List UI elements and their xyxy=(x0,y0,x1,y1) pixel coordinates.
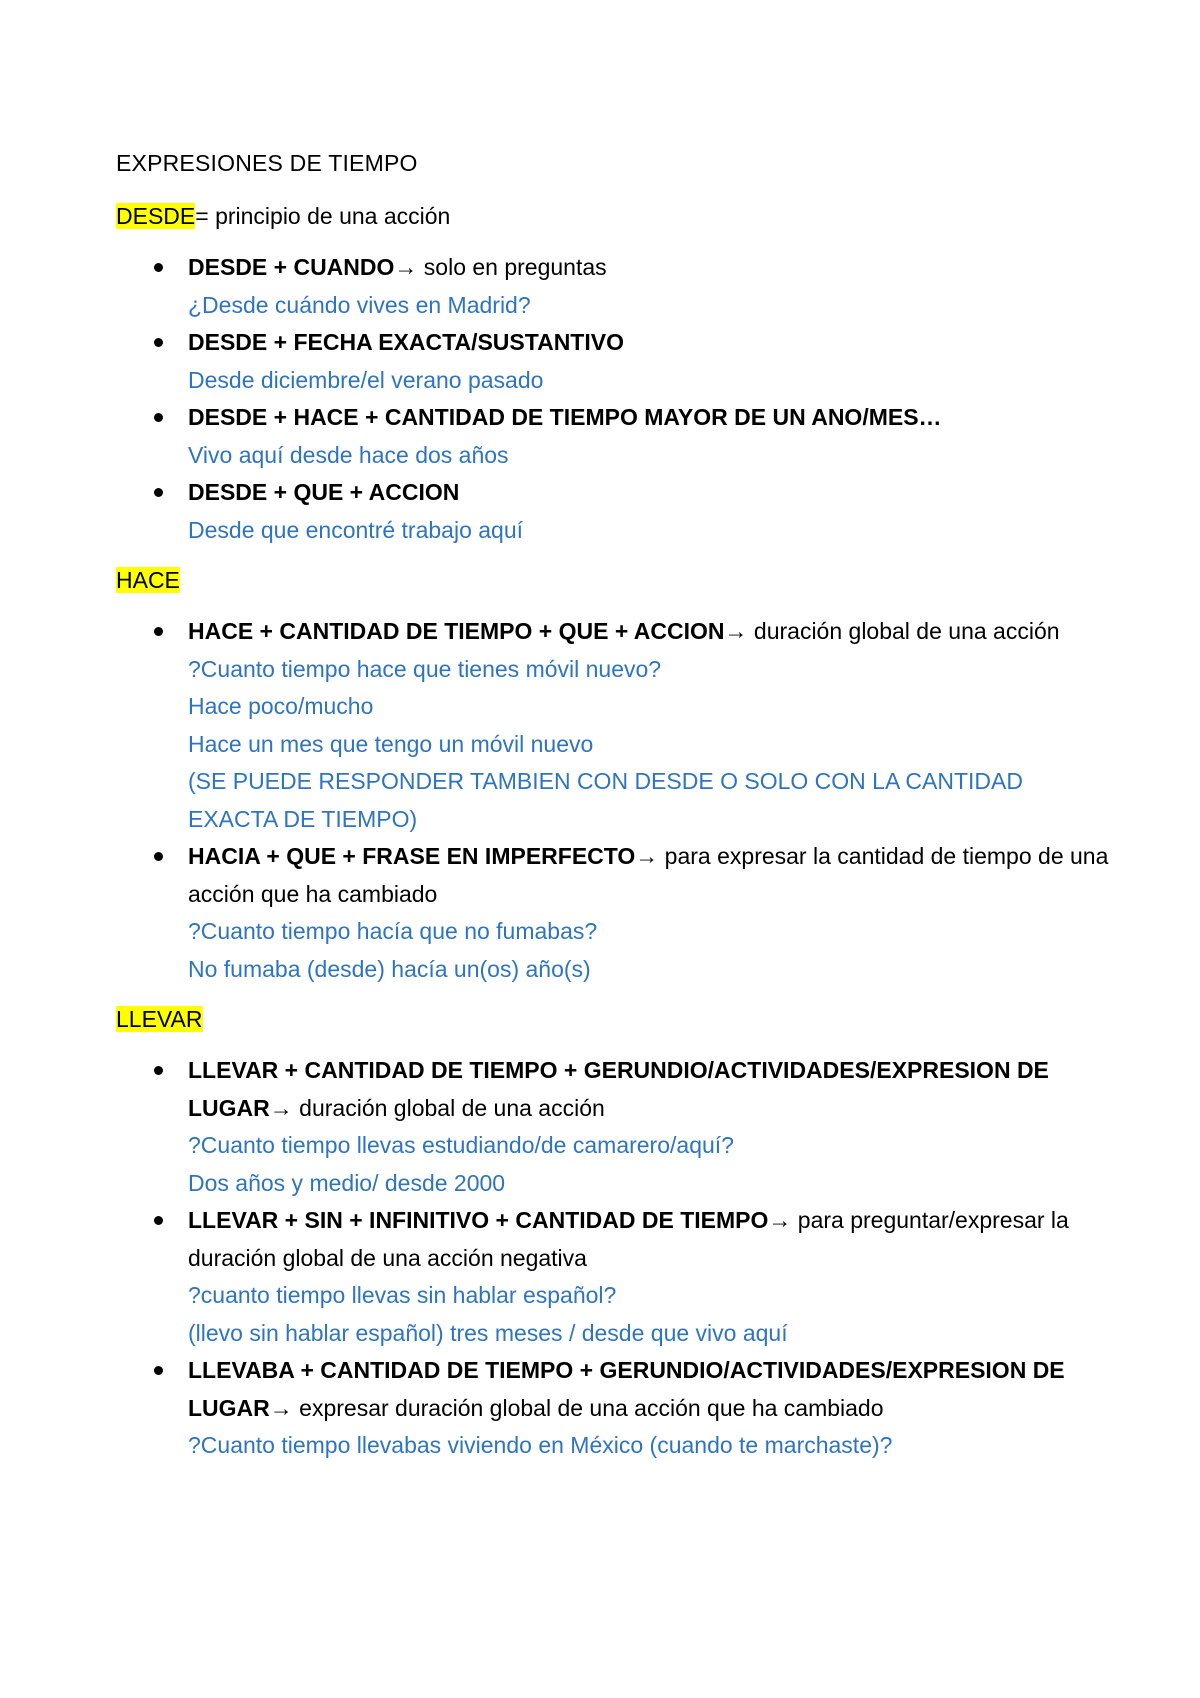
example-text: ?cuanto tiempo llevas sin hablar español? xyxy=(188,1282,617,1308)
arrow-icon: → xyxy=(269,1094,293,1121)
bullet-icon xyxy=(154,1216,163,1225)
bullet-icon xyxy=(154,338,163,347)
example-text: Dos años y medio/ desde 2000 xyxy=(188,1169,506,1196)
rule-formula: DESDE + QUE + ACCION xyxy=(188,479,460,505)
example-text: Vivo aquí desde hace dos años xyxy=(188,441,509,468)
rule-list-hace xyxy=(116,613,1116,988)
rule-formula: HACE + CANTIDAD DE TIEMPO + QUE + ACCION xyxy=(188,618,725,644)
rule-description: expresar duración global de una acción que ha cambiado xyxy=(292,1394,884,1421)
list-item xyxy=(116,1352,1116,1465)
page-title: EXPRESIONES DE TIEMPO xyxy=(116,150,418,176)
list-item xyxy=(116,324,1116,399)
example-text: Hace un mes que tengo un móvil nuevo xyxy=(188,730,594,757)
arrow-icon: → xyxy=(269,1394,293,1421)
rule-description: solo en preguntas xyxy=(417,254,607,280)
bullet-icon xyxy=(154,627,163,636)
bullet-icon xyxy=(154,852,163,861)
rule-description: duración global de una acción xyxy=(292,1094,605,1121)
example-text: ?Cuanto tiempo llevabas viviendo en México (cuando te marchaste)? xyxy=(188,1432,893,1458)
arrow-icon: → xyxy=(394,254,418,280)
section-heading-hace xyxy=(116,563,1116,599)
bullet-icon xyxy=(154,1066,163,1075)
highlighted-keyword: HACE xyxy=(116,567,180,593)
list-item xyxy=(116,399,1116,474)
rule-description: para expresar la cantidad de tiempo de una acción que ha cambiado xyxy=(188,843,1109,907)
rule-description: para preguntar/expresar la duración global de una acción negativa xyxy=(188,1207,1069,1271)
rule-list-llevar xyxy=(116,1052,1116,1465)
example-text: No fumaba (desde) hacía un(os) año(s) xyxy=(188,955,591,982)
list-item xyxy=(116,1052,1116,1202)
rule-description: duración global de una acción xyxy=(747,618,1060,644)
example-text: Desde diciembre/el verano pasado xyxy=(188,366,544,393)
rule-formula: DESDE + CUANDO xyxy=(188,254,395,280)
example-text: ?Cuanto tiempo hace que tienes móvil nuevo? xyxy=(188,655,662,682)
example-text: ?Cuanto tiempo llevas estudiando/de camarero/aquí? xyxy=(188,1132,734,1158)
example-note: (SE PUEDE RESPONDER TAMBIEN CON DESDE O SOLO CON LA CANTIDAD EXACTA DE TIEMPO) xyxy=(188,768,1023,832)
rule-formula: DESDE + FECHA EXACTA/SUSTANTIVO xyxy=(188,329,624,355)
rule-list-desde xyxy=(116,249,1116,549)
list-item xyxy=(116,1202,1116,1352)
example-text: Desde que encontré trabajo aquí xyxy=(188,516,524,543)
list-item xyxy=(116,613,1116,838)
section-heading-llevar xyxy=(116,1002,1116,1038)
bullet-icon xyxy=(154,263,163,272)
arrow-icon: → xyxy=(768,1207,792,1233)
arrow-icon: → xyxy=(724,618,748,644)
rule-formula: LLEVAR + CANTIDAD DE TIEMPO + GERUNDIO/ACTIVIDADES/EXPRESION DE LUGAR xyxy=(188,1057,1049,1121)
rule-formula: HACIA + QUE + FRASE EN IMPERFECTO xyxy=(188,843,636,869)
rule-formula: LLEVAR + SIN + INFINITIVO + CANTIDAD DE TIEMPO xyxy=(188,1207,769,1233)
bullet-icon xyxy=(154,488,163,497)
example-text: ?Cuanto tiempo hacía que no fumabas? xyxy=(188,918,598,944)
arrow-icon: → xyxy=(635,843,659,869)
list-item xyxy=(116,838,1116,988)
list-item xyxy=(116,249,1116,324)
bullet-icon xyxy=(154,413,163,422)
highlighted-keyword: DESDE xyxy=(116,203,196,229)
example-text: (llevo sin hablar español) tres meses / desde que vivo aquí xyxy=(188,1319,788,1346)
example-text: Hace poco/mucho xyxy=(188,693,374,719)
highlighted-keyword: LLEVAR xyxy=(116,1006,203,1032)
rule-formula: LLEVABA + CANTIDAD DE TIEMPO + GERUNDIO/ACTIVIDADES/EXPRESION DE LUGAR xyxy=(188,1357,1065,1421)
bullet-icon xyxy=(154,1366,163,1375)
list-item xyxy=(116,474,1116,549)
document-content xyxy=(116,145,1116,1465)
rule-formula: DESDE + HACE + CANTIDAD DE TIEMPO MAYOR DE UN ANO/MES… xyxy=(188,404,942,430)
section-heading-desde xyxy=(116,199,1116,235)
example-text: ¿Desde cuándo vives en Madrid? xyxy=(188,291,531,318)
heading-definition: = principio de una acción xyxy=(195,203,451,229)
